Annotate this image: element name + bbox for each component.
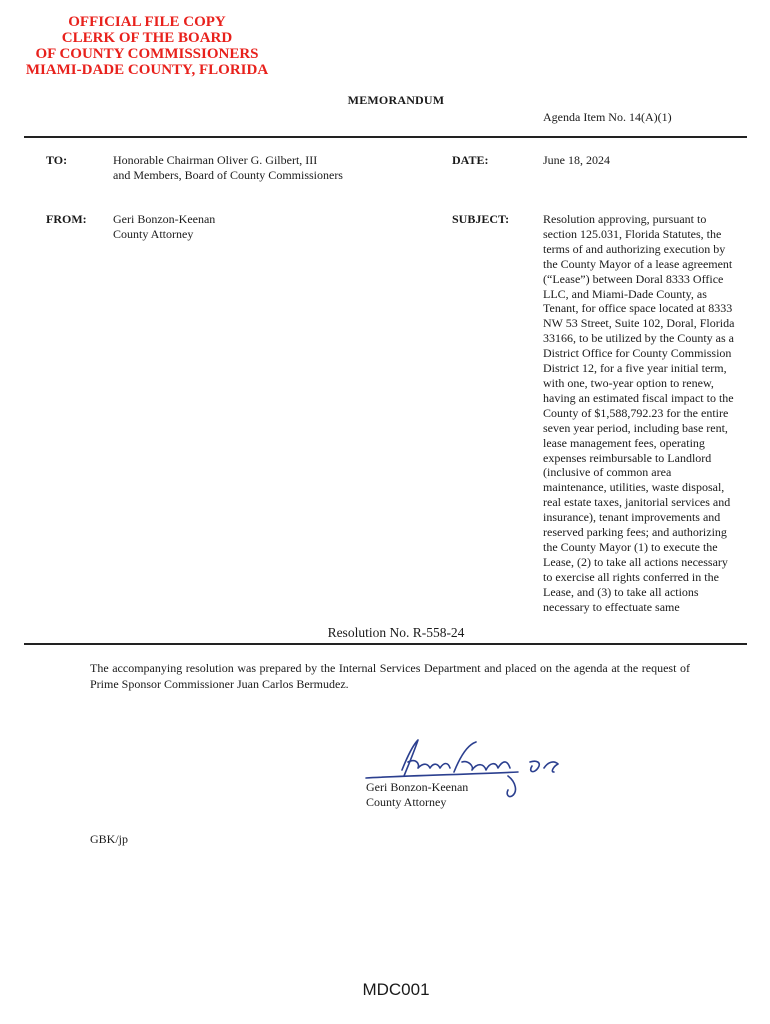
subject-line: insurance), tenant improvements and [543, 510, 721, 525]
subject-line: District Office for County Commission [543, 346, 732, 361]
subject-line: (“Lease”) between Doral 8333 Office [543, 271, 724, 286]
typist-initials: GBK/jp [90, 832, 129, 846]
to-recipient [113, 153, 343, 183]
subject-line: County of $1,588,792.23 for the entire [543, 405, 729, 420]
subject-line: section 125.031, Florida Statutes, the [543, 226, 722, 241]
subject-line: (inclusive of common area [543, 465, 672, 480]
date-value: June 18, 2024 [543, 153, 610, 167]
subject-line: necessary to effectuate same [543, 599, 680, 614]
subject-line: Lease, (2) to take all actions necessary [543, 554, 728, 569]
to-line-1: Honorable Chairman Oliver G. Gilbert, III [113, 153, 318, 167]
to-line-2: and Members, Board of County Commissioners [113, 168, 343, 182]
stamp-line-1: OFFICIAL FILE COPY [68, 14, 226, 30]
subject-line: having an estimated fiscal impact to the [543, 390, 734, 405]
subject-line: the County Mayor (1) to execute the [543, 539, 718, 554]
header-divider [24, 136, 747, 138]
stamp-line-2: CLERK OF THE BOARD [61, 30, 233, 46]
subject-line: District 12, for a five year initial term, [543, 361, 727, 376]
from-line-2: County Attorney [113, 227, 194, 241]
subject-line: maintenance, utilities, waste disposal, [543, 480, 725, 495]
memo-title: MEMORANDUM [347, 93, 445, 107]
to-label: TO: [46, 153, 68, 167]
subject-line: terms of and authorizing execution by [543, 241, 726, 256]
document-id: MDC001 [362, 980, 430, 999]
body-paragraph: The accompanying resolution was prepared by the Internal Services Department and placed on the agenda at the request of Prime Sponsor Commissioner Juan Carlos Bermudez. [90, 661, 690, 691]
from-sender [113, 212, 215, 242]
subject-line: LLC, and Miami-Dade County, as [543, 286, 707, 301]
agenda-item-number: Agenda Item No. 14(A)(1) [543, 110, 672, 124]
subject-line: Lease, and (3) to take all actions [543, 584, 699, 599]
stamp-line-4: MIAMI-DADE COUNTY, FLORIDA [25, 62, 269, 78]
stamp-line-3: OF COUNTY COMMISSIONERS [35, 46, 259, 62]
subject-line: expenses reimbursable to Landlord [543, 450, 712, 465]
from-line-1: Geri Bonzon-Keenan [113, 212, 216, 226]
subject-line: Resolution approving, pursuant to [543, 212, 707, 226]
resolution-divider [24, 643, 747, 645]
subject-line: NW 53 Street, Suite 102, Doral, Florida [543, 316, 735, 331]
resolution-number: Resolution No. R-558-24 [327, 625, 465, 640]
subject-line: to exercise all rights conferred in the [543, 569, 719, 584]
subject-text [543, 212, 748, 614]
subject-line: seven year period, including base rent, [543, 420, 728, 435]
subject-line: with one, two-year option to renew, [543, 375, 714, 390]
subject-line: real estate taxes, janitorial services and [543, 495, 731, 510]
date-label: DATE: [452, 153, 489, 167]
from-label: FROM: [46, 212, 87, 226]
official-file-copy-stamp [22, 14, 272, 78]
subject-line: lease management fees, operating [543, 435, 705, 450]
subject-line: 33166, to be utilized by the County as a [543, 331, 734, 346]
subject-line: Tenant, for office space located at 8333 [543, 301, 733, 316]
subject-label: SUBJECT: [452, 212, 510, 226]
signatory-name: Geri Bonzon-Keenan [366, 780, 469, 794]
signatory-title: County Attorney [366, 795, 447, 809]
subject-line: the County Mayor of a lease agreement [543, 256, 733, 271]
subject-line: reserved parking fees; and authorizing [543, 525, 727, 540]
